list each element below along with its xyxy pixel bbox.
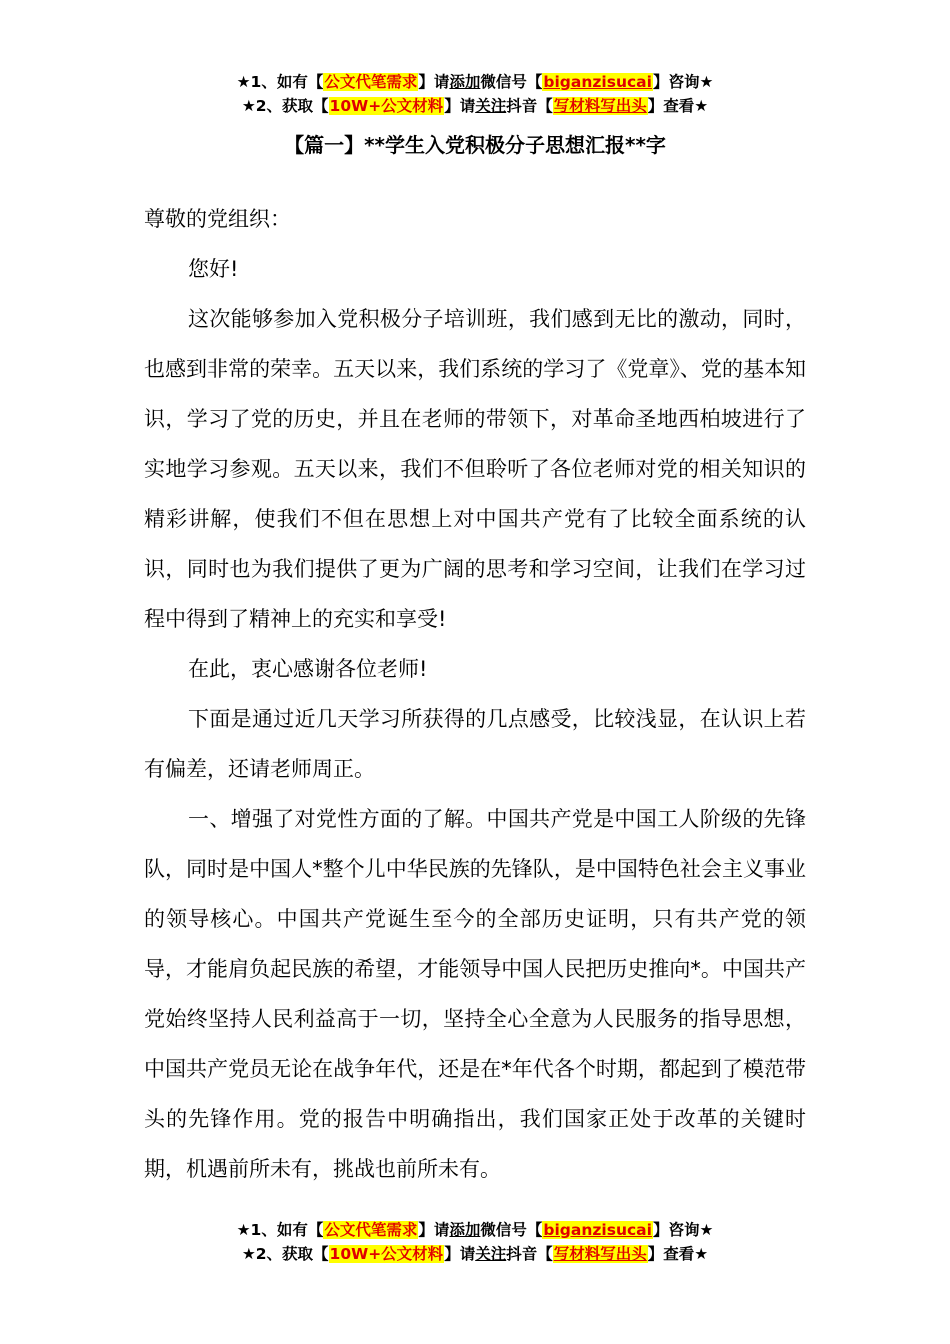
footer-banner xyxy=(0,1218,950,1266)
banner-text: 】咨询★ xyxy=(652,73,714,91)
body-paragraph: 在此，衷心感谢各位老师! xyxy=(188,657,428,681)
banner-text: 】咨询★ xyxy=(652,1221,714,1239)
banner-text: ★1、如有【 xyxy=(236,73,324,91)
banner-line-1 xyxy=(0,70,950,94)
banner-text: 抖音【 xyxy=(506,1245,553,1263)
salutation: 尊敬的党组织： xyxy=(144,207,291,231)
banner-line-2 xyxy=(0,1242,950,1266)
body-paragraph: 这次能够参加入党积极分子培训班，我们感到无比的激动，同时，也感到非常的荣幸。五天以来，我们系统的学习了《党章》、党的基本知识，学习了党的历史，并且在老师的带领下，对革命圣地西柏坡进行了实地学习参观。五天以来，我们不但聆听了各位老师对党的相关知识的精彩讲解，使我们不但在思想上对中国共产党有了比较全面系统的认识，同时也为我们提供了更为广阔的思考和学习空间，让我们在学习过程中得到了精神上的充实和享受! xyxy=(144,307,806,631)
banner-highlight-account: 写材料写出头 xyxy=(553,1245,647,1263)
banner-highlight-materials: 10W+公文材料 xyxy=(329,97,444,115)
banner-text: 微信号【 xyxy=(480,1221,543,1239)
banner-highlight-service: 公文代笔需求 xyxy=(324,73,418,91)
banner-text: 】查看★ xyxy=(647,1245,709,1263)
greeting: 您好! xyxy=(188,257,239,281)
document-title: 【篇一】**学生入党积极分子思想汇报**字 xyxy=(284,133,666,157)
banner-text: 抖音【 xyxy=(506,97,553,115)
banner-text: ★2、获取【 xyxy=(241,1245,329,1263)
banner-underlined-text: 关注 xyxy=(475,1245,507,1263)
body-paragraph: 一、增强了对党性方面的了解。中国共产党是中国工人阶级的先锋队，同时是中国人*整个儿中华民族的先锋队，是中国特色社会主义事业的领导核心。中国共产党诞生至今的全部历史证明，只有共产党的领导，才能肩负起民族的希望，才能领导中国人民把历史推向*。中国共产党始终坚持人民利益高于一切，坚持全心全意为人民服务的指导思想，中国共产党员无论在战争年代，还是在*年代各个时期，都起到了模范带头的先锋作用。党的报告中明确指出，我们国家正处于改革的关键时期，机遇前所未有，挑战也前所未有。 xyxy=(144,807,806,1181)
banner-underlined-text: 关注 xyxy=(475,97,507,115)
banner-text: 】请 xyxy=(418,73,450,91)
banner-highlight-wechat-id: biganzisucai xyxy=(543,73,652,91)
banner-text: 】请 xyxy=(444,1245,476,1263)
banner-text: ★2、获取【 xyxy=(241,97,329,115)
document-body xyxy=(144,194,806,1194)
banner-text: 微信号【 xyxy=(480,73,543,91)
banner-text: 】请 xyxy=(444,97,476,115)
banner-highlight-account: 写材料写出头 xyxy=(553,97,647,115)
banner-underlined-text: 添加 xyxy=(449,73,481,91)
banner-underlined-text: 添加 xyxy=(449,1221,481,1239)
banner-line-1 xyxy=(0,1218,950,1242)
banner-highlight-wechat-id: biganzisucai xyxy=(543,1221,652,1239)
header-banner xyxy=(0,70,950,118)
body-paragraph: 下面是通过近几天学习所获得的几点感受，比较浅显，在认识上若有偏差，还请老师周正。 xyxy=(144,707,806,781)
banner-line-2 xyxy=(0,94,950,118)
banner-highlight-service: 公文代笔需求 xyxy=(324,1221,418,1239)
banner-text: 】请 xyxy=(418,1221,450,1239)
banner-text: 】查看★ xyxy=(647,97,709,115)
banner-highlight-materials: 10W+公文材料 xyxy=(329,1245,444,1263)
banner-text: ★1、如有【 xyxy=(236,1221,324,1239)
